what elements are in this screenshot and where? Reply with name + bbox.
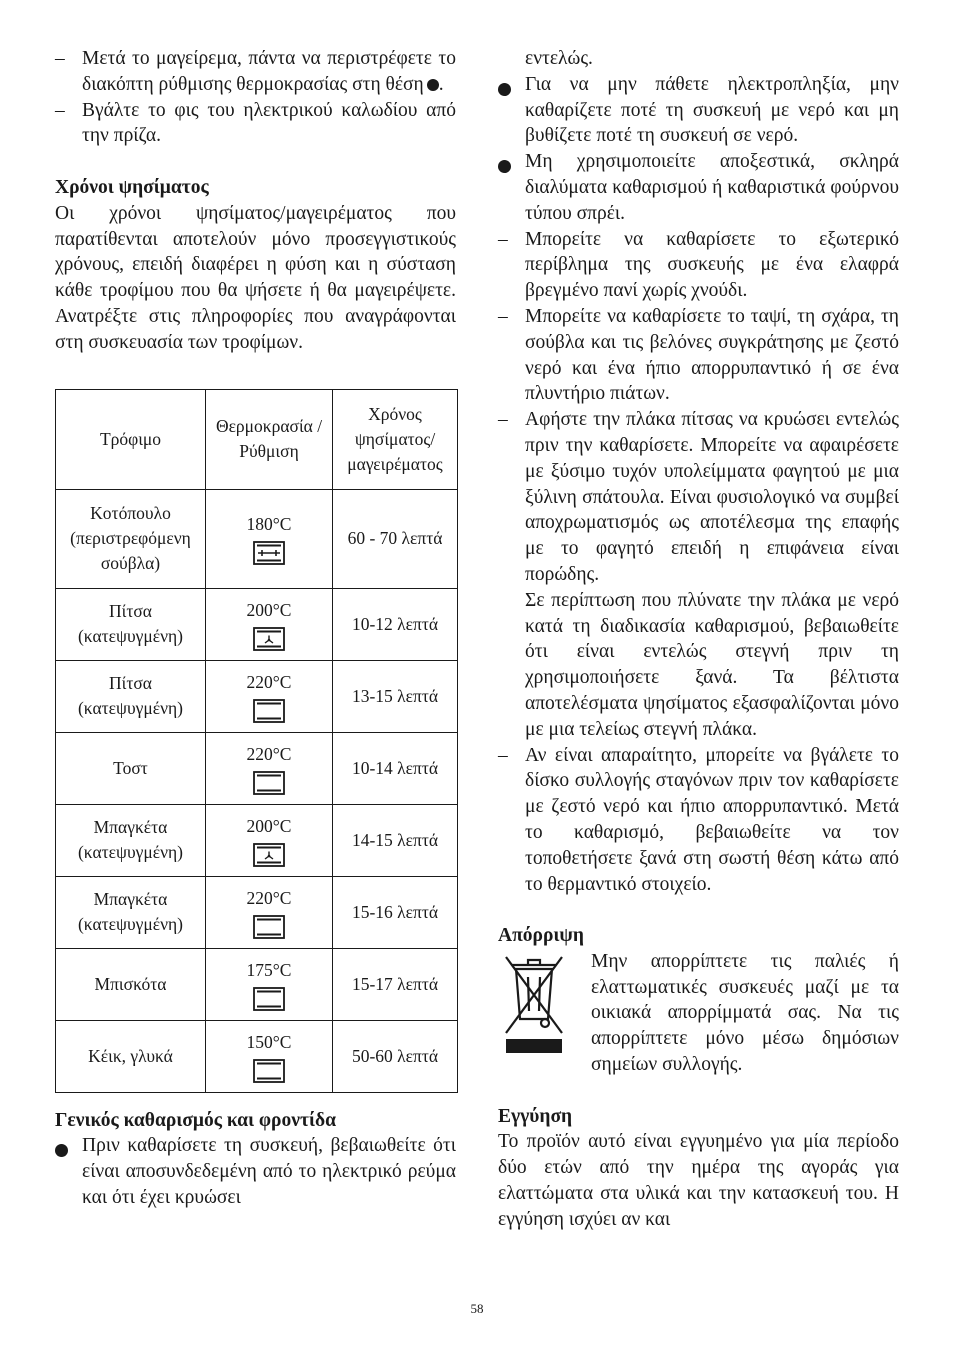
weee-crossed-bin-icon [498,951,570,1061]
temperature-value: 180°C [246,514,292,535]
cell-food: Μπαγκέτα (κατεψυγμένη) [56,804,206,876]
list-item-text: εντελώς. [525,48,593,69]
cell-temperature [206,948,333,1020]
list-item-text: Μετά το μαγείρεμα, πάντα να περιστρέφετε το διακόπτη ρύθμισης θερμοκρασίας στη θέση [82,48,456,95]
dash-marker: – [498,305,508,327]
list-item [498,149,899,226]
temperature-value: 220°C [246,743,292,764]
table-row [56,732,458,804]
table-row [56,588,458,660]
dash-marker: – [498,744,508,766]
list-item [498,407,899,742]
top-bottom-heat-icon [253,699,285,723]
list-item [55,98,456,150]
list-item-text: Αφήστε την πλάκα πίτσας να κρυώσει εντελώς πριν την καθαρίσετε. Μπορείτε να αφαιρέσετε με ξύσιμο τυχόν υπολείμματα φαγητού με μια ξύλινη σπάτουλα. Είναι φυσιολογικό να συμβεί αποχρωματισμός ως αποτέλεσμα της επαφής με το φαγητό επειδή η επιφάνεια είναι πορώδης. [525,409,899,585]
warranty-paragraph: Το προϊόν αυτό είναι εγγυημένο για μία περίοδο δύο ετών από την ημέρα της αγοράς για ελαττώματα στα υλικά και την κατασκευή του. Η εγγύηση ισχύει αν και [498,1131,899,1230]
temperature-value: 200°C [246,815,292,836]
cooking-times-paragraph: Οι χρόνοι ψησίματος/μαγειρέματος που παρατίθενται αποτελούν μόνο προσεγγιστικούς χρόνους, επειδή διαφέρει η φύση και η σύσταση κάθε τροφίμου που θα ψήσετε ή θα μαγειρέψετε. Ανατρέξτε στις πληροφορίες που αναγράφονται στη συσκευασία των τροφίμων. [55,202,456,353]
cell-time: 15-16 λεπτά [333,876,458,948]
list-item [498,72,899,149]
right-column [498,46,899,1233]
cell-food: Κέικ, γλυκά [56,1020,206,1092]
cell-food: Τοστ [56,732,206,804]
bullet-marker [55,1133,75,1159]
list-item [55,46,456,98]
list-item-text: Πριν καθαρίσετε τη συσκευή, βεβαιωθείτε ότι είναι αποσυνδεδεμένη από το ηλεκτρικό ρεύμα και ότι έχει κρυώσει [82,1135,456,1208]
list-item-text: Μη χρησιμοποιείτε αποξεστικά, σκληρά διαλύματα καθαρισμού ή καθαριστικά φούρνου τύπου σπρέι. [525,151,899,224]
cell-food: Μπαγκέτα (κατεψυγμένη) [56,876,206,948]
cell-food: Μπισκότα [56,948,206,1020]
cell-temperature [206,588,333,660]
disposal-text: Μην απορρίπτετε τις παλιές ή ελαττωματικές συσκευές μαζί με τα οικιακά απορρίμματά σας. Να τις απορρίπτετε μόνο μέσω δημόσιων σημείων συλλογής. [591,950,899,1076]
disposal-block [498,949,899,1078]
table-row [56,804,458,876]
list-item [55,1133,456,1210]
cell-temperature [206,489,333,588]
top-bottom-heat-icon [253,915,285,939]
section-heading-cooking-times: Χρόνοι ψησίματος [55,176,209,198]
cell-time: 13-15 λεπτά [333,660,458,732]
cell-temperature [206,660,333,732]
sentence-end: . [438,73,444,95]
list-item-text: Αν είναι απαραίτητο, μπορείτε να βγάλετε το δίσκο συλλογής σταγόνων πριν τον καθαρίσετε με ζεστό νερό και ήπιο απορρυπαντικό. Μετά το καθαρισμό, βεβαιωθείτε να τον τοποθετήσετε ξανά στη σωστή θέση κάτω από το θερμαντικό στοιχείο. [525,744,899,895]
cell-temperature [206,804,333,876]
cell-temperature [206,732,333,804]
list-item [498,227,899,304]
rotisserie-icon [253,541,285,565]
temperature-value: 200°C [246,599,292,620]
dash-marker: – [498,228,508,250]
bullet-marker [498,149,518,175]
table-row [56,660,458,732]
left-column [55,46,456,1211]
list-item-extra-paragraph: Σε περίπτωση που πλύνατε την πλάκα με νερό κατά τη διαδικασία καθαρισμού, βεβαιωθείτε ότι είναι εντελώς στεγνή πριν τη χρησιμοποιήσετε ξανά. Τα βέλτιστα αποτελέσματα ψησίματος εξασφαλίζονται μόνο με μια τελείως στεγνή πλάκα. [525,589,899,740]
table-header-row [56,389,458,489]
cell-temperature [206,876,333,948]
top-bottom-heat-icon [253,1059,285,1083]
section-heading-cleaning: Γενικός καθαρισμός και φροντίδα [55,1109,336,1131]
table-row [56,876,458,948]
cell-time: 15-17 λεπτά [333,948,458,1020]
fan-icon [253,843,285,867]
dash-marker: – [498,409,508,431]
temperature-value: 175°C [246,959,292,980]
cooking-times-table [55,389,458,1093]
top-bottom-heat-icon [253,987,285,1011]
list-item-text: Βγάλτε το φις του ηλεκτρικού καλωδίου από την πρίζα. [82,99,456,147]
cell-food: Πίτσα (κατεψυγμένη) [56,588,206,660]
list-item-text: Μπορείτε να καθαρίσετε το ταψί, τη σχάρα, τη σούβλα και τις βελόνες συγκράτησης με ζεστό νερό και ένα ήπιο απορρυπαντικό ή σε ένα πλυντήριο πιάτων. [525,305,899,405]
dash-marker: – [55,48,65,69]
cell-time: 60 - 70 λεπτά [333,489,458,588]
header-time: Χρόνος ψησίματος/ μαγειρέματος [333,389,458,489]
cell-time: 14-15 λεπτά [333,804,458,876]
cell-time: 10-12 λεπτά [333,588,458,660]
top-bottom-heat-icon [253,771,285,795]
section-heading-disposal: Απόρριψη [498,925,584,947]
list-item [498,304,899,407]
cell-food: Πίτσα (κατεψυγμένη) [56,660,206,732]
list-item [498,743,899,898]
temperature-value: 220°C [246,671,292,692]
list-item-text: Μπορείτε να καθαρίσετε το εξωτερικό περίβλημα της συσκευής με ένα ελαφρά βρεγμένο πανί χωρίς χνούδι. [525,228,899,302]
cell-time: 50-60 λεπτά [333,1020,458,1092]
dash-marker: – [55,99,65,121]
cell-temperature [206,1020,333,1092]
temperature-value: 220°C [246,887,292,908]
page-number: 58 [470,1301,484,1316]
continuation-text [498,46,899,72]
table-row [56,1020,458,1092]
off-position-dot-icon [427,79,439,91]
header-food: Τρόφιμο [56,389,206,489]
cell-time: 10-14 λεπτά [333,732,458,804]
fan-icon [253,627,285,651]
header-temperature: Θερμοκρασία / Ρύθμιση [206,389,333,489]
bullet-marker [498,72,518,98]
table-row [56,489,458,588]
table-row [56,948,458,1020]
list-item-text: Για να μην πάθετε ηλεκτροπληξία, μην καθαρίζετε ποτέ τη συσκευή με νερό και μη βυθίζετε ποτέ τη συσκευή σε νερό. [525,73,899,147]
temperature-value: 150°C [246,1031,292,1052]
cell-food: Κοτόπουλο (περιστρεφόμενη σούβλα) [56,489,206,588]
section-heading-warranty: Εγγύηση [498,1105,573,1127]
